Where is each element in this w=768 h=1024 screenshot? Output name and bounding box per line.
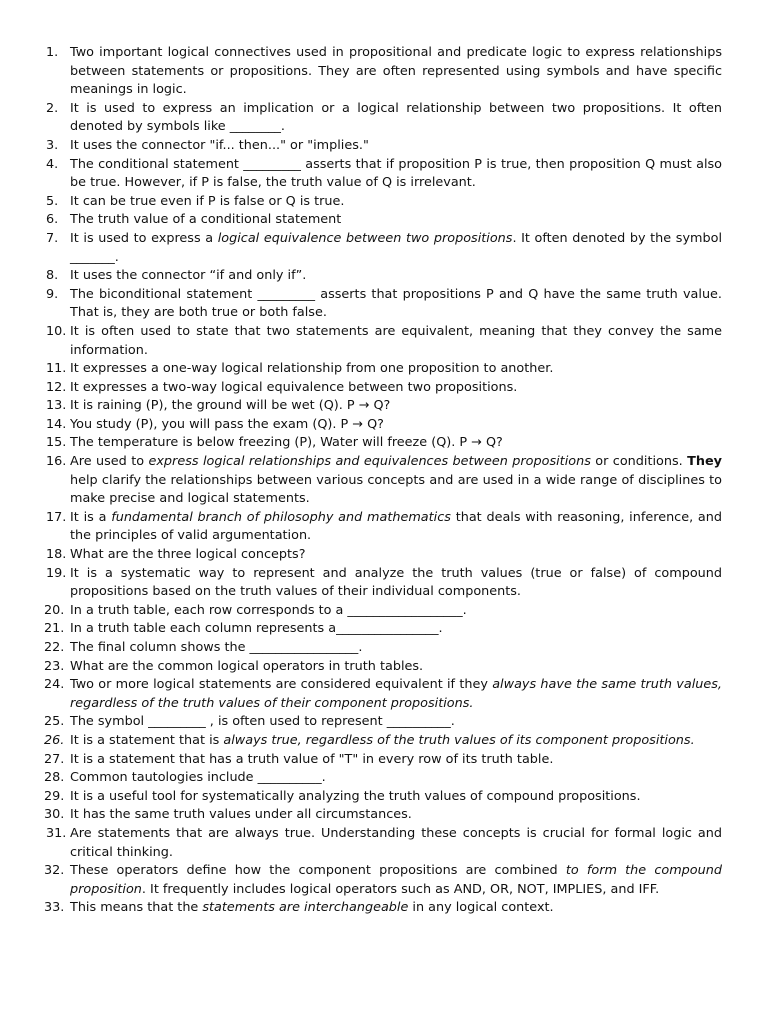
text-run: in any logical context. bbox=[408, 900, 554, 916]
question-number: 8. bbox=[46, 268, 59, 284]
question-item bbox=[46, 137, 722, 156]
emphasis-text: always true, regardless of the truth values of its component propositions. bbox=[223, 732, 695, 748]
text-run: It is a useful tool for systematically analyzing the truth values of compound propositions. bbox=[70, 788, 641, 804]
question-item bbox=[46, 546, 722, 565]
question-text bbox=[70, 453, 722, 509]
question-text bbox=[70, 323, 722, 360]
question-text bbox=[70, 267, 722, 286]
question-number: 15. bbox=[46, 435, 67, 451]
text-run: It is a bbox=[70, 509, 112, 525]
text-run: It is used to express a bbox=[70, 230, 218, 246]
text-run: It is raining (P), the ground will be wet (Q). P → Q? bbox=[70, 398, 391, 414]
emphasis-text: to form the compound proposition bbox=[70, 863, 722, 897]
text-run: What are the common logical operators in truth tables. bbox=[70, 658, 424, 674]
question-number: 4. bbox=[46, 156, 59, 172]
question-item bbox=[44, 862, 722, 899]
question-number: 22. bbox=[44, 640, 65, 655]
text-run: It expresses a one-way logical relationship from one proposition to another. bbox=[70, 361, 554, 377]
question-item bbox=[46, 44, 722, 100]
question-number: 7. bbox=[46, 230, 59, 246]
question-text bbox=[70, 211, 722, 230]
question-number: 25. bbox=[44, 714, 65, 730]
text-run: The biconditional statement _________ asserts that propositions P and Q have the same truth value. That is, they are both true or both false. bbox=[70, 286, 722, 321]
question-item bbox=[44, 751, 722, 770]
text-run: It is a statement that is bbox=[70, 732, 224, 748]
question-item bbox=[46, 453, 722, 509]
question-number: 28. bbox=[44, 770, 65, 786]
question-item bbox=[46, 397, 722, 416]
text-run: It has the same truth values under all circumstances. bbox=[70, 807, 412, 823]
question-text bbox=[70, 397, 722, 416]
question-item bbox=[46, 230, 722, 267]
question-text bbox=[70, 899, 722, 918]
question-item bbox=[46, 100, 722, 137]
text-run: . It often denoted by the symbol _______. bbox=[70, 230, 722, 265]
question-text bbox=[70, 230, 722, 267]
text-run: The truth value of a conditional statement bbox=[70, 212, 342, 228]
question-text bbox=[70, 360, 722, 379]
emphasis-text: statements are interchangeable bbox=[202, 900, 409, 916]
text-run: The final column shows the _________________. bbox=[70, 640, 363, 655]
text-run: Common tautologies include __________. bbox=[70, 770, 326, 786]
question-number: 16. bbox=[46, 454, 67, 470]
text-run: These operators define how the component propositions are combined bbox=[70, 863, 566, 879]
question-number: 29. bbox=[44, 788, 65, 804]
question-text bbox=[70, 658, 722, 677]
question-number: 11. bbox=[46, 361, 67, 377]
question-number: 30. bbox=[44, 807, 65, 823]
text-run: It uses the connector “if and only if”. bbox=[70, 268, 307, 284]
question-text bbox=[70, 434, 722, 453]
text-run: It expresses a two-way logical equivalence between two propositions. bbox=[70, 379, 518, 395]
question-item bbox=[46, 416, 722, 435]
question-item bbox=[46, 825, 722, 862]
question-text bbox=[70, 193, 722, 212]
question-text bbox=[70, 546, 722, 565]
question-number: 2. bbox=[46, 100, 59, 116]
text-run: Two important logical connectives used in propositional and predicate logic to express relationships between statements or propositions. They are often represented using symbols and have specific meanings in logic. bbox=[70, 45, 722, 98]
question-item bbox=[46, 360, 722, 379]
question-number: 26. bbox=[44, 732, 65, 748]
question-number: 32. bbox=[44, 863, 65, 879]
question-number: 12. bbox=[46, 379, 67, 395]
text-run: that deals with reasoning, inference, and the principles of valid argumentation. bbox=[70, 509, 723, 544]
bold-text: They bbox=[687, 454, 722, 470]
question-text bbox=[70, 379, 722, 398]
text-run: or conditions. bbox=[590, 454, 688, 470]
question-text bbox=[70, 862, 722, 899]
question-text bbox=[70, 806, 722, 825]
question-number: 19. bbox=[46, 565, 67, 581]
question-number: 31. bbox=[46, 825, 67, 841]
text-run: In a truth table, each row corresponds to a __________________. bbox=[70, 602, 467, 618]
question-text bbox=[70, 769, 722, 788]
question-item bbox=[44, 732, 722, 751]
question-item bbox=[46, 379, 722, 398]
question-text bbox=[70, 732, 722, 751]
question-text bbox=[70, 751, 722, 770]
text-run: Are used to bbox=[70, 454, 149, 470]
question-number: 23. bbox=[44, 658, 65, 674]
emphasis-text: logical equivalence between two propositions bbox=[217, 230, 513, 246]
question-number: 6. bbox=[46, 212, 59, 228]
question-item bbox=[46, 434, 722, 453]
question-text bbox=[70, 100, 722, 137]
text-run: What are the three logical concepts? bbox=[70, 547, 306, 563]
question-number: 10. bbox=[46, 323, 67, 339]
text-run: The temperature is below freezing (P), Water will freeze (Q). P → Q? bbox=[70, 435, 503, 451]
question-item bbox=[44, 620, 722, 639]
emphasis-text: always have the same truth values, regardless of the truth values of their component propositions. bbox=[70, 677, 722, 711]
question-number: 20. bbox=[44, 602, 65, 618]
question-item bbox=[46, 565, 722, 602]
question-number: 5. bbox=[46, 193, 59, 209]
question-number: 13. bbox=[46, 398, 67, 414]
question-text bbox=[70, 639, 722, 658]
question-text bbox=[70, 620, 722, 639]
question-text bbox=[70, 565, 722, 602]
question-item bbox=[44, 788, 722, 807]
question-number: 24. bbox=[44, 677, 65, 693]
question-text bbox=[70, 137, 722, 156]
text-run: Two or more logical statements are considered equivalent if they bbox=[70, 677, 493, 693]
text-run: Are statements that are always true. Understanding these concepts is crucial for formal logic and critical thinking. bbox=[70, 825, 722, 860]
question-text bbox=[70, 676, 722, 713]
question-number: 18. bbox=[46, 547, 67, 563]
text-run: It is a statement that has a truth value of "T" in every row of its truth table. bbox=[70, 751, 554, 767]
question-text bbox=[70, 788, 722, 807]
question-item bbox=[46, 211, 722, 230]
question-item bbox=[44, 806, 722, 825]
text-run: You study (P), you will pass the exam (Q). P → Q? bbox=[70, 416, 384, 432]
question-number: 1. bbox=[46, 45, 59, 60]
question-number: 14. bbox=[46, 416, 67, 432]
question-text bbox=[70, 156, 722, 193]
question-item bbox=[44, 899, 722, 918]
question-item bbox=[44, 769, 722, 788]
question-text bbox=[70, 44, 722, 100]
text-run: It is a systematic way to represent and analyze the truth values (true or false) of compound propositions based on the truth values of their individual components. bbox=[70, 565, 722, 600]
text-run: It uses the connector "if... then..." or "implies." bbox=[70, 137, 369, 153]
question-text bbox=[70, 286, 722, 323]
text-run: help clarify the relationships between various concepts and are used in a wide range of disciplines to make precise and logical statements. bbox=[70, 472, 722, 507]
question-number: 3. bbox=[46, 137, 59, 153]
question-text bbox=[70, 509, 722, 546]
emphasis-text: express logical relationships and equivalences between propositions bbox=[148, 454, 591, 470]
question-number: 9. bbox=[46, 286, 59, 302]
emphasis-text: fundamental branch of philosophy and mathematics bbox=[111, 509, 451, 525]
question-item bbox=[44, 602, 722, 621]
text-run: The symbol _________ , is often used to represent __________. bbox=[70, 714, 455, 730]
text-run: It can be true even if P is false or Q is true. bbox=[70, 193, 345, 209]
question-item bbox=[46, 193, 722, 212]
question-number: 17. bbox=[46, 509, 67, 525]
question-item bbox=[46, 323, 722, 360]
text-run: This means that the bbox=[70, 900, 203, 916]
question-item bbox=[44, 639, 722, 658]
question-text bbox=[70, 825, 722, 862]
question-item bbox=[46, 267, 722, 286]
question-text bbox=[70, 713, 722, 732]
text-run: . It frequently includes logical operators such as AND, OR, NOT, IMPLIES, and IFF. bbox=[141, 881, 660, 897]
question-item bbox=[46, 286, 722, 323]
text-run: In a truth table each column represents a________________. bbox=[70, 621, 443, 637]
question-text bbox=[70, 602, 722, 621]
text-run: It is often used to state that two statements are equivalent, meaning that they convey the same information. bbox=[70, 323, 722, 358]
question-item bbox=[44, 658, 722, 677]
question-list bbox=[44, 44, 723, 918]
question-item bbox=[46, 156, 722, 193]
text-run: It is used to express an implication or a logical relationship between two propositions. It often denoted by symbols like ________. bbox=[70, 100, 722, 135]
question-number: 21. bbox=[44, 621, 65, 637]
question-item bbox=[44, 676, 722, 713]
question-text bbox=[70, 416, 722, 435]
question-item bbox=[44, 713, 722, 732]
text-run: The conditional statement _________ asserts that if proposition P is true, then proposition Q must also be true. However, if P is false, the truth value of Q is irrelevant. bbox=[70, 156, 722, 191]
question-item bbox=[46, 509, 723, 546]
question-number: 27. bbox=[44, 751, 65, 767]
question-number: 33. bbox=[44, 900, 65, 916]
